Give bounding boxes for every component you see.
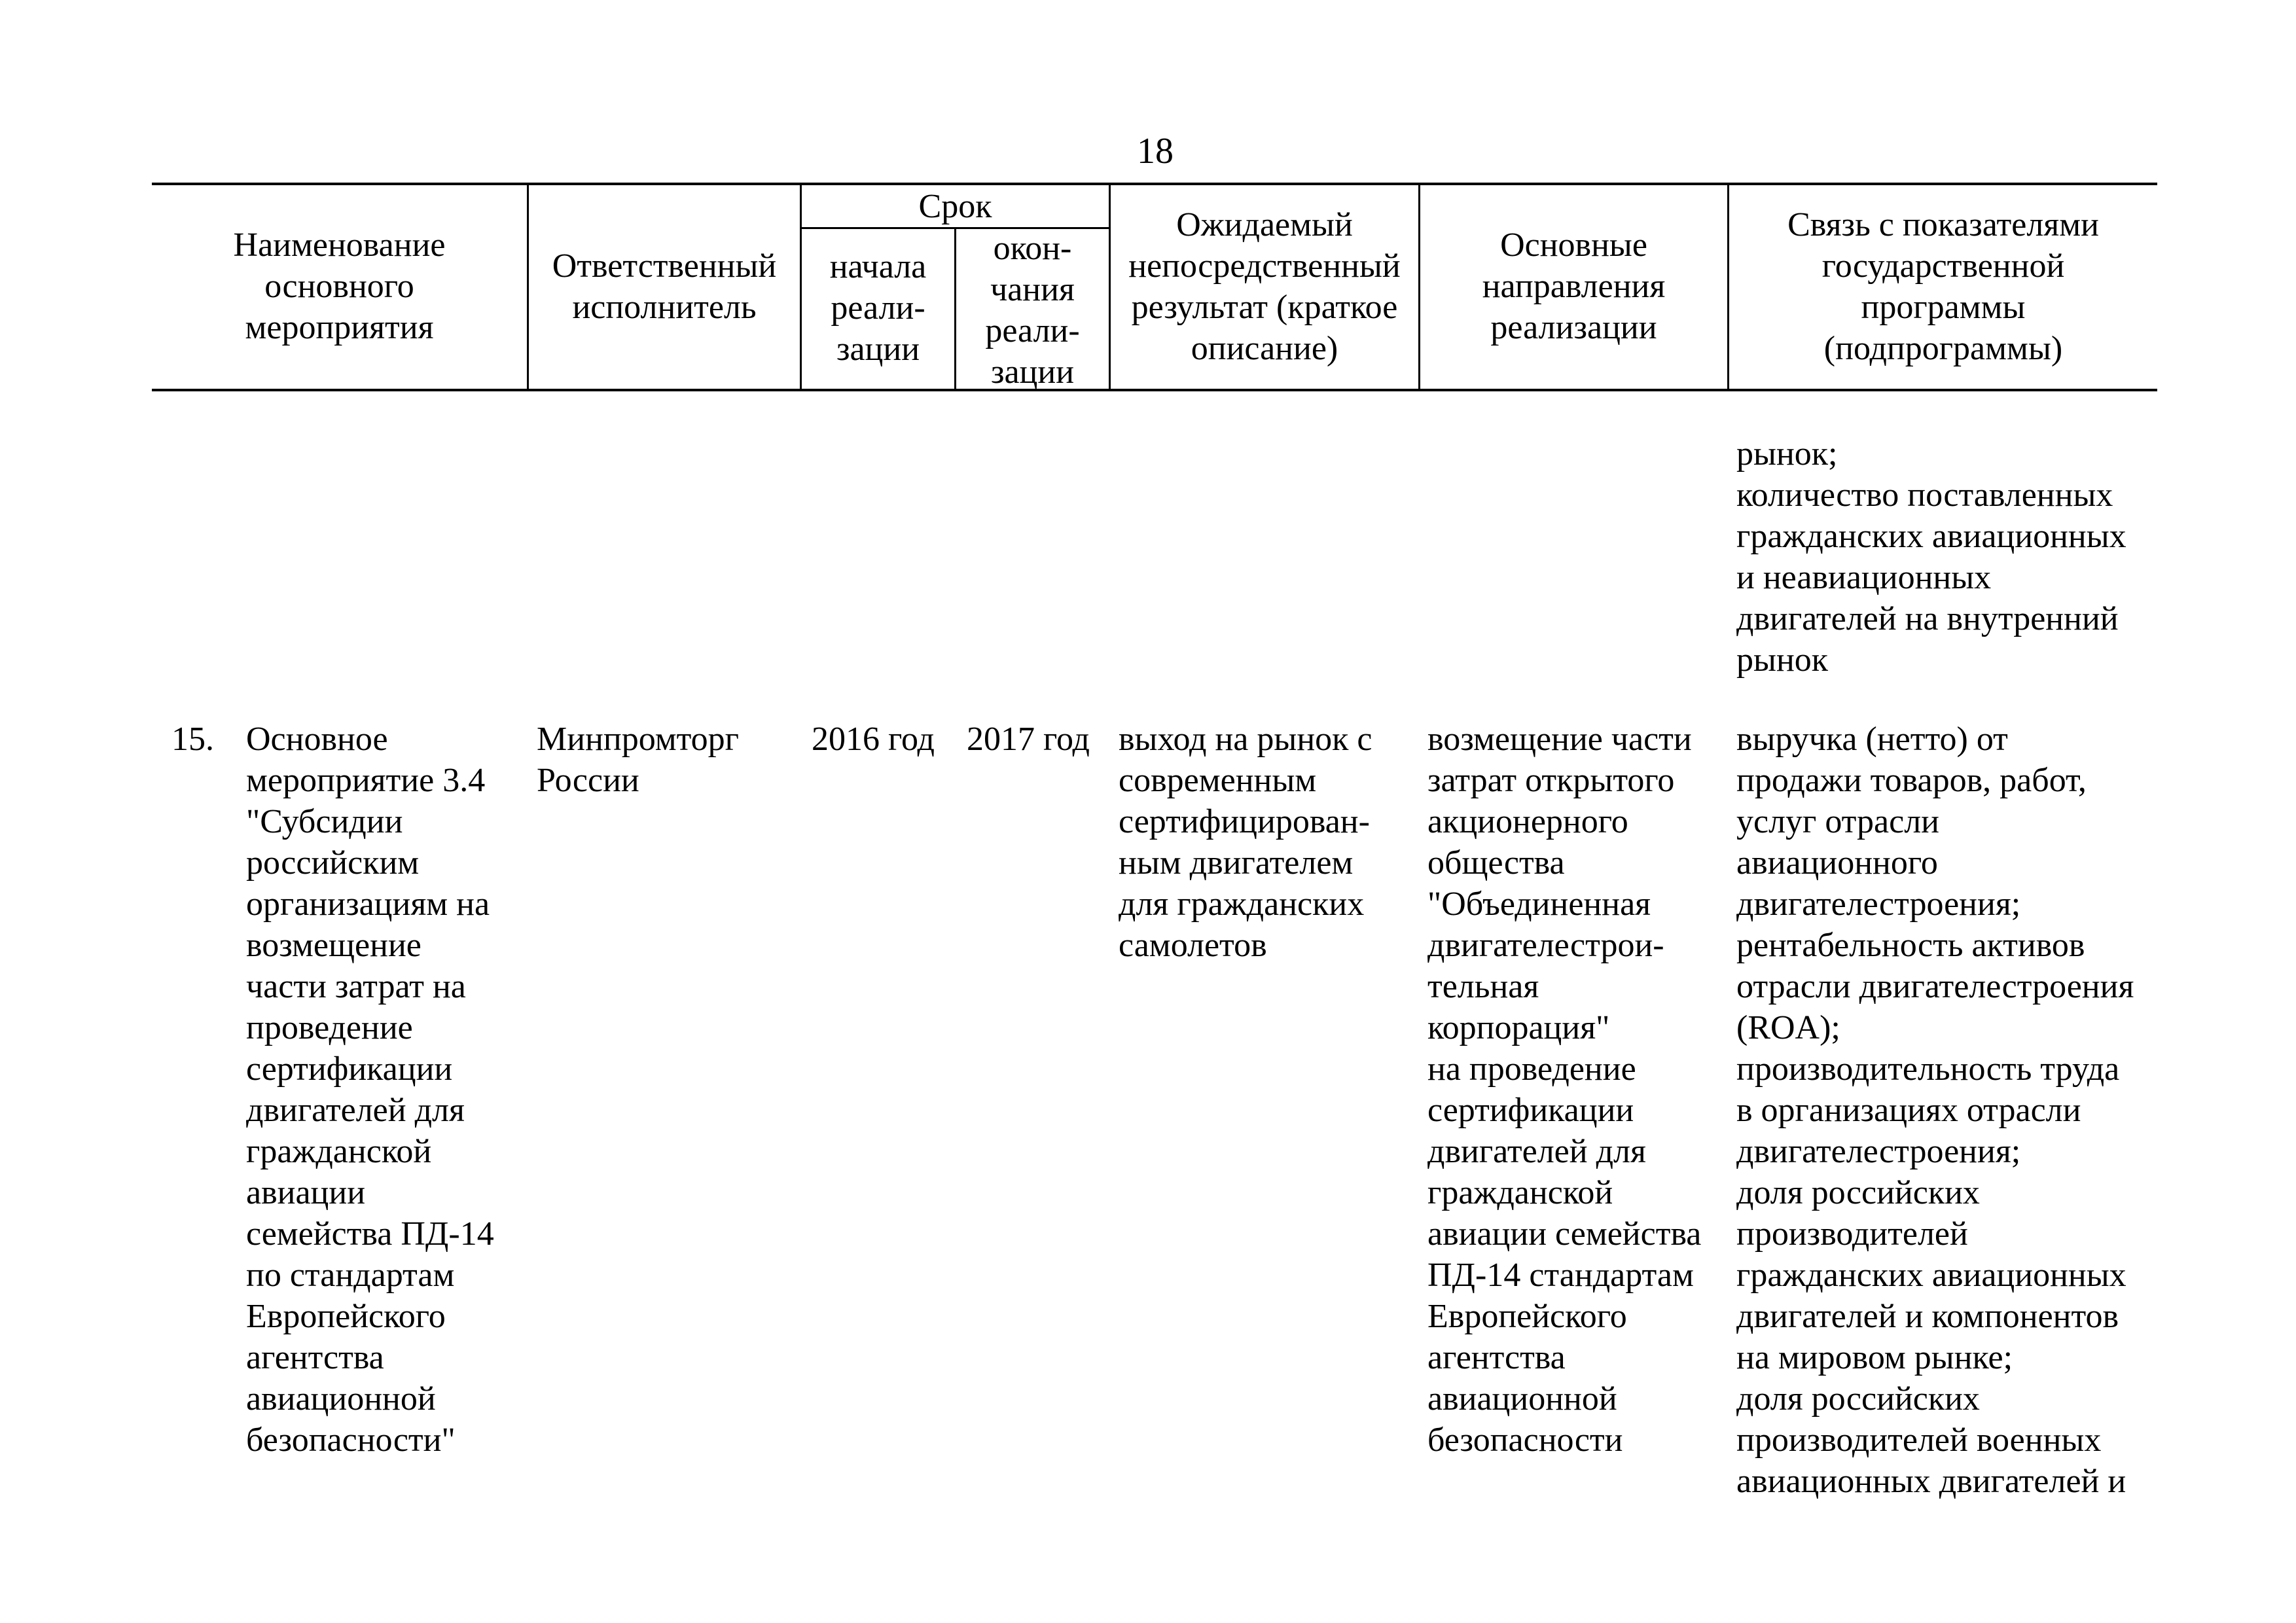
row-directions: возмещение части затрат открытого акционерного общества "Объединенная двигателестрои- тельная корпорация" на проведение сертификации двигателей для гражданской авиации семейства ПД-14 стандартам Европейского агентства авиационной безопасности	[1427, 721, 1702, 1459]
continuation-link-cell: рынок; количество поставленных гражданских авиационных и неавиационных двигателей на внутренний рынок	[1736, 435, 2126, 679]
header-term: Срок	[918, 188, 992, 225]
header-result: Ожидаемый непосредственный результат (краткое описание)	[1128, 205, 1401, 367]
row-end: 2017 год	[967, 721, 1090, 758]
header-start: начала реали- зации	[829, 247, 927, 368]
header-directions: Основные направления реализации	[1482, 226, 1666, 346]
row-link: выручка (нетто) от продажи товаров, работ, услуг отрасли авиационного двигателестроения; рентабельность активов отрасли двигателестроения (ROA); производительность труда в организациях отрасли двигателестроения; доля российских производителей гражданских авиационных двигателей и компонентов на мировом рынке; доля российских производителей военных авиационных двигателей и	[1736, 721, 2134, 1500]
row-start: 2016 год	[812, 721, 935, 758]
header-top-rule	[152, 183, 2157, 185]
header-bottom-rule	[152, 389, 2157, 391]
header-executor: Ответственный исполнитель	[552, 247, 777, 326]
row-executor: Минпромторг России	[537, 721, 740, 799]
page-number: 18	[1137, 131, 1174, 171]
header-link: Связь с показателями государственной программы (подпрограммы)	[1787, 205, 2099, 367]
row-result: выход на рынок с современным сертифицирован- ным двигателем для гражданских самолетов	[1119, 721, 1372, 964]
header-name: Наименование основного мероприятия	[233, 226, 446, 346]
row-number: 15.	[171, 721, 214, 758]
row-name: Основное мероприятие 3.4 "Субсидии российским организациям на возмещение части затрат на проведение сертификации двигателей для гражданской авиации семейства ПД-14 по стандартам Европейского агентства авиационной безопасности"	[246, 721, 494, 1459]
header-end: окон- чания реали- зации	[985, 230, 1080, 391]
